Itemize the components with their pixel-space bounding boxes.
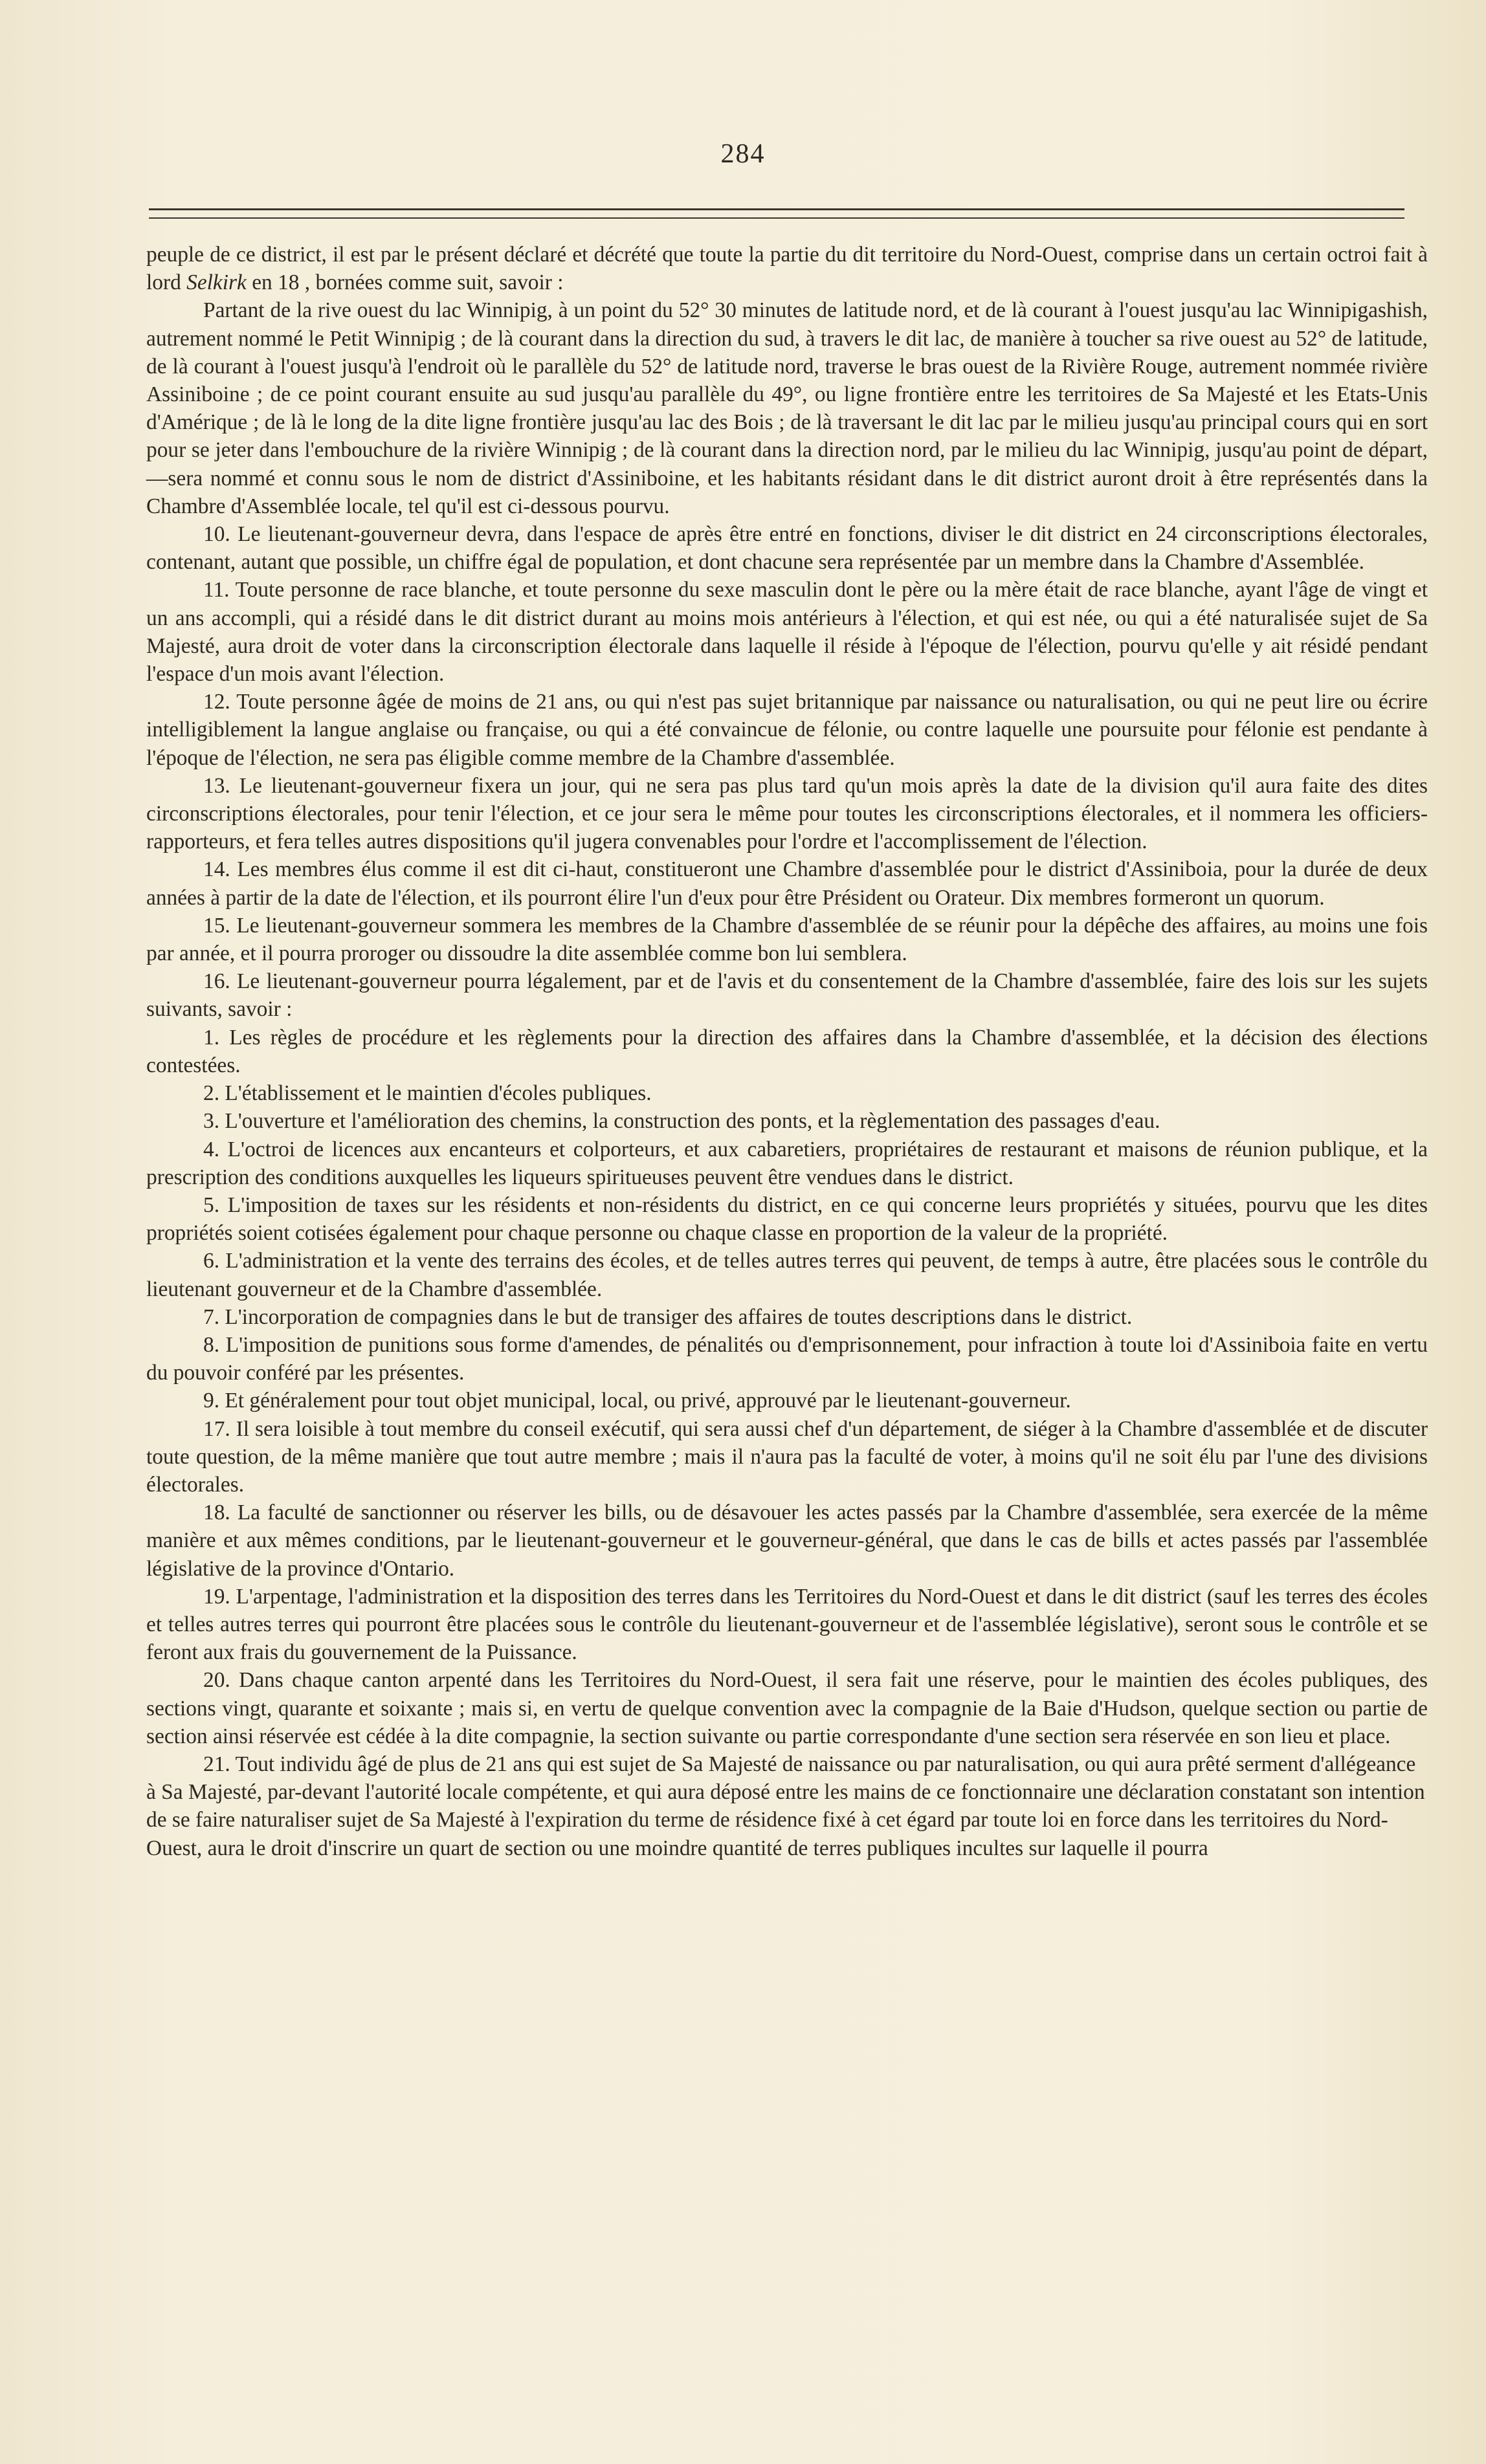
paragraph xyxy=(146,1024,1428,1079)
paragraph-text: 9. Et généralement pour tout objet municipal, local, ou privé, approuvé par le lieutenant-gouverneur. xyxy=(203,1389,1071,1413)
paragraph-text: 19. L'arpentage, l'administration et la disposition des terres dans les Territoires du Nord-Ouest et dans le dit district (sauf les terres des écoles et telles autres terres qui pourront être placées sous le contrôle du lieutenant-gouverneur et de l'assemblée législative), seront sous le contrôle et se feront aux frais du gouvernement de la Puissance. xyxy=(146,1584,1428,1665)
paragraph-italic: Selkirk xyxy=(186,270,247,295)
paragraph xyxy=(146,1107,1428,1135)
paragraph-text: 5. L'imposition de taxes sur les résidents et non-résidents du district, en ce qui concerne leurs propriétés y situées, pourvu que les dites propriétés soient cotisées également pour chaque personne ou chaque classe en proportion de la valeur de la propriété. xyxy=(146,1193,1428,1246)
paragraph-text: 13. Le lieutenant-gouverneur fixera un jour, qui ne sera pas plus tard qu'un mois après la date de la division qu'il aura faite des dites circonscriptions électorales, pour tenir l'élection, et ce jour sera le même pour toutes les circonscriptions électorales, et il nommera les officiers-rapporteurs, et fera telles autres dispositions qu'il jugera convenables pour l'ordre et l'accomplissement de l'élection. xyxy=(146,773,1428,854)
paragraph-text: 11. Toute personne de race blanche, et toute personne du sexe masculin dont le père ou la mère était de race blanche, ayant l'âge de vingt et un ans accompli, qui a résidé dans le dit district durant au moins mois antérieurs à l'élection, et qui est née, ou qui a été naturalisée sujet de Sa Majesté, aura droit de voter dans la circonscription électorale dans laquelle il réside à l'époque de l'élection, pourvu qu'elle y ait résidé pendant l'espace d'un mois avant l'élection. xyxy=(146,578,1428,687)
paragraph-text: 7. L'incorporation de compagnies dans le but de transiger des affaires de toutes descriptions dans le district. xyxy=(203,1304,1133,1329)
paragraph xyxy=(146,688,1428,772)
paragraph xyxy=(146,1583,1428,1667)
paragraph-text: 20. Dans chaque canton arpenté dans les Territoires du Nord-Ouest, il sera fait une réserve, pour le maintien des écoles publiques, des sections vingt, quarante et soixante ; mais si, en vertu de quelque convention avec la compagnie de la Baie d'Hudson, quelque section ou partie de section ainsi réservée est cédée à la dite compagnie, la section suivante ou partie correspondante d'une section sera réservée en son lieu et place. xyxy=(146,1668,1428,1748)
paragraph-text: 17. Il sera loisible à tout membre du conseil exécutif, qui sera aussi chef d'un département, de siéger à la Chambre d'assemblée et de discuter toute question, de la même manière que tout autre membre ; mais il n'aura pas la faculté de voter, à moins qu'il ne soit élu par l'une des divisions électorales. xyxy=(146,1416,1428,1497)
paragraph-text: 21. Tout individu âgé de plus de 21 ans qui est sujet de Sa Majesté de naissance ou par naturalisation, ou qui aura prêté serment d'allégeance à Sa Majesté, par-devant l'autorité locale compétente, et qui aura déposé entre les mains de ce fonctionnaire une déclaration constatant son intention de se faire naturaliser sujet de Sa Majesté à l'expiration du terme de résidence fixé à cet égard par toute loi en force dans les territoires du Nord-Ouest, aura le droit d'inscrire un quart de section ou une moindre quantité de terres publiques incultes sur laquelle il pourra xyxy=(146,1752,1425,1860)
paragraph-text: 6. L'administration et la vente des terrains des écoles, et de telles autres terres qui peuvent, de temps à autre, être placées sous le contrôle du lieutenant gouverneur et de la Chambre d'assemblée. xyxy=(146,1249,1428,1301)
paragraph xyxy=(146,241,1428,296)
paragraph xyxy=(146,1303,1428,1331)
paragraph-text: 1. Les règles de procédure et les règlements pour la direction des affaires dans la Chambre d'assemblée, et la décision des élections contestées. xyxy=(146,1025,1428,1077)
paragraph-text: 2. L'établissement et le maintien d'écoles publiques. xyxy=(203,1081,652,1106)
paragraph-text: 3. L'ouverture et l'amélioration des chemins, la construction des ponts, et la règlementation des passages d'eau. xyxy=(203,1109,1160,1134)
paragraph xyxy=(146,576,1428,688)
paragraph xyxy=(146,1136,1428,1191)
paragraph xyxy=(146,1750,1428,1862)
paragraph xyxy=(146,1191,1428,1247)
paragraph xyxy=(146,1331,1428,1387)
paragraph xyxy=(146,1247,1428,1303)
paragraph-text: 10. Le lieutenant-gouverneur devra, dans l'espace de après être entré en fonctions, diviser le dit district en 24 circonscriptions électorales, contenant, autant que possible, un chiffre égal de population, et dont chacune sera représentée par un membre dans la Chambre d'Assemblée. xyxy=(146,522,1428,575)
paragraph-text: Partant de la rive ouest du lac Winnipig, à un point du 52° 30 minutes de latitude nord, et de là courant à l'ouest jusqu'au lac Winnipigashish, autrement nommé le Petit Winnipig ; de là courant dans la direction du sud, à travers le dit lac, de manière à toucher sa rive ouest au 52° de latitude, de là courant à l'ouest jusqu'à l'endroit où le parallèle du 52° de latitude nord, traverse le bras ouest de la Rivière Rouge, autrement nommée rivière Assiniboine ; de ce point courant ensuite au sud jusqu'au parallèle du 49°, ou ligne frontière entre les territoires de Sa Majesté et les Etats-Unis d'Amérique ; de là le long de la dite ligne frontière jusqu'au lac des Bois ; de là traversant le dit lac par le milieu jusqu'au principal cours qui en sort pour se jeter dans l'embouchure de la rivière Winnipig ; de là courant dans la direction nord, par le milieu du lac Winnipig, jusqu'au point de départ,—sera nommé et connu sous le nom de district d'Assiniboine, et les habitants résidant dans le dit district auront droit à être représentés dans la Chambre d'Assemblée locale, tel qu'il est ci-dessous pourvu. xyxy=(146,298,1428,518)
paragraph-text: 12. Toute personne âgée de moins de 21 ans, ou qui n'est pas sujet britannique par naissance ou naturalisation, ou qui ne peut lire ou écrire intelligiblement la langue anglaise ou française, ou qui a été convaincue de félonie, ou contre laquelle une poursuite pour félonie est pendante à l'époque de l'élection, ne sera pas éligible comme membre de la Chambre d'assemblée. xyxy=(146,690,1428,770)
paragraph xyxy=(146,912,1428,967)
paragraph-text-after: en 18 , bornées comme suit, savoir : xyxy=(246,270,564,295)
paragraph xyxy=(146,296,1428,520)
paragraph-text: 4. L'octroi de licences aux encanteurs et colporteurs, et aux cabaretiers, propriétaires de restaurant et maisons de réunion publique, et la prescription des conditions auxquelles les liqueurs spiritueuses peuvent être vendues dans le district. xyxy=(146,1137,1428,1189)
body-text xyxy=(146,241,1428,1862)
paragraph-text: 15. Le lieutenant-gouverneur sommera les membres de la Chambre d'assemblée de se réunir pour la dépêche des affaires, au moins une fois par année, et il pourra proroger ou dissoudre la dite assemblée comme bon lui semblera. xyxy=(146,913,1428,966)
paragraph xyxy=(146,967,1428,1023)
paragraph xyxy=(146,1666,1428,1750)
paragraph xyxy=(146,520,1428,576)
paragraph-text: 8. L'imposition de punitions sous forme d'amendes, de pénalités ou d'emprisonnement, pour infraction à toute loi d'Assiniboia faite en vertu du pouvoir conféré par les présentes. xyxy=(146,1332,1428,1385)
page-number: 284 xyxy=(720,139,766,169)
paragraph-text: 16. Le lieutenant-gouverneur pourra légalement, par et de l'avis et du consentement de la Chambre d'assemblée, faire des lois sur les sujets suivants, savoir : xyxy=(146,969,1428,1022)
header-rule-bottom xyxy=(149,217,1404,219)
paragraph-text: 14. Les membres élus comme il est dit ci-haut, constitueront une Chambre d'assemblée pour le district d'Assiniboia, pour la durée de deux années à partir de la date de l'élection, et ils pourront élire l'un d'eux pour être Président ou Orateur. Dix membres formeront un quorum. xyxy=(146,857,1428,910)
paragraph xyxy=(146,1387,1428,1414)
paragraph xyxy=(146,1499,1428,1583)
paragraph xyxy=(146,1079,1428,1107)
paragraph xyxy=(146,772,1428,856)
paragraph xyxy=(146,1415,1428,1499)
header-rule-top xyxy=(149,208,1404,210)
paragraph xyxy=(146,855,1428,911)
paragraph-text: peuple de ce district, il est par le présent déclaré et décrété que toute la partie du dit territoire du Nord-Ouest, comprise dans un certain octroi fait à lord xyxy=(146,243,1428,295)
paragraph-text: 18. La faculté de sanctionner ou réserver les bills, ou de désavouer les actes passés par la Chambre d'assemblée, sera exercée de la même manière et aux mêmes conditions, par le lieutenant-gouverneur et le gouverneur-général, que dans le cas de bills et actes passés par l'assemblée législative de la province d'Ontario. xyxy=(146,1501,1428,1581)
